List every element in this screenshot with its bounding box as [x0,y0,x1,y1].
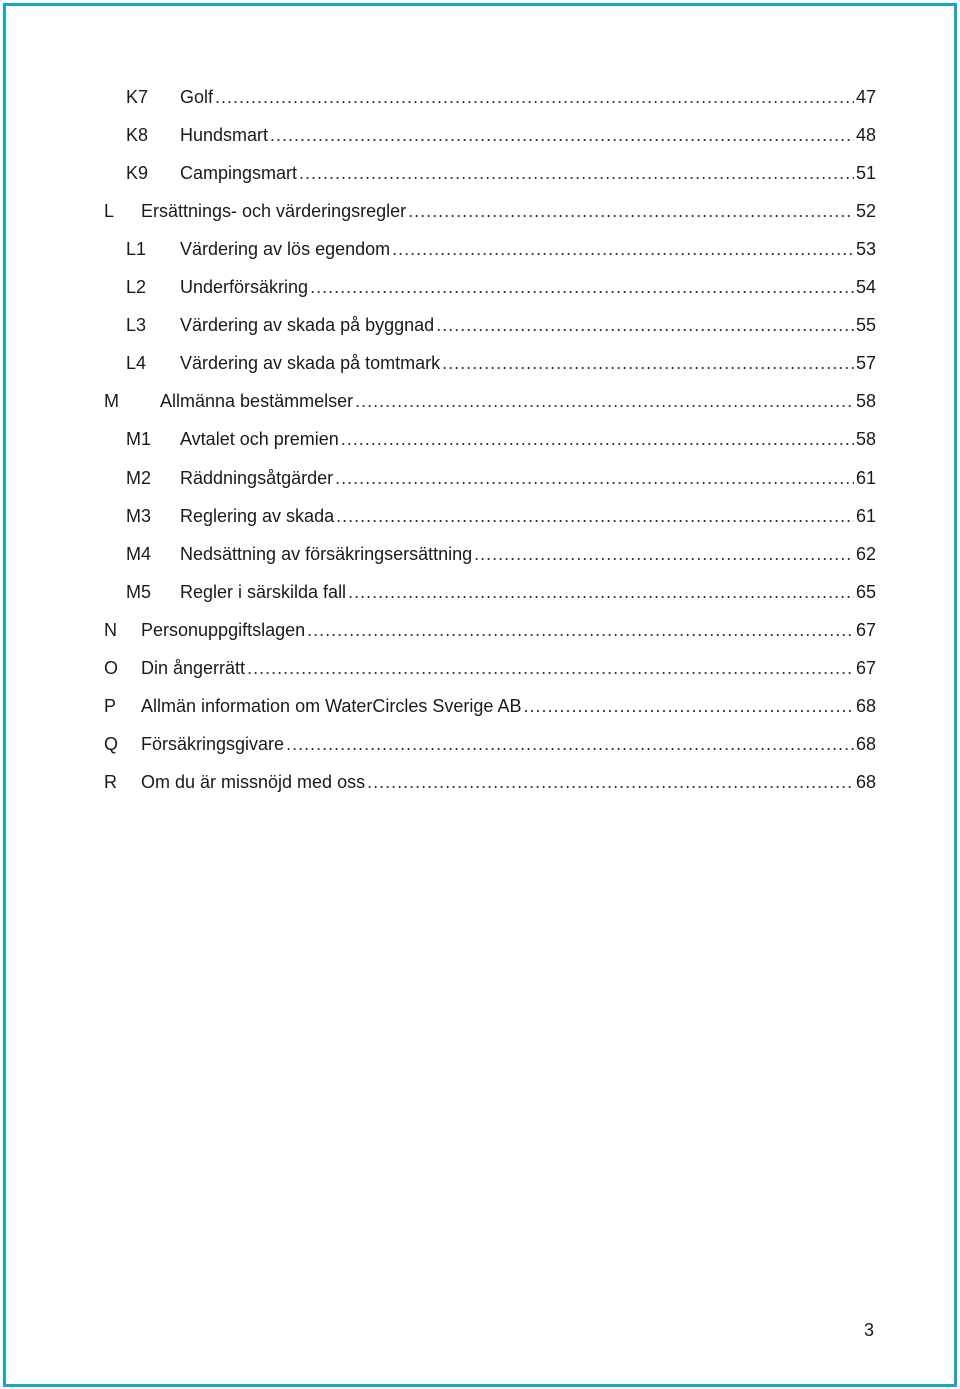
toc-entry-page: 51 [855,162,876,183]
toc-entry-title: Räddningsåtgärder [180,467,334,488]
dot-leader [307,620,854,641]
toc-entry-title: Hundsmart [180,124,269,145]
dot-leader [299,163,854,184]
toc-entry-code: M3 [126,505,152,526]
toc-entry[interactable] [0,421,960,459]
toc-entry-title: Personuppgiftslagen [141,619,306,640]
dot-leader [335,468,854,489]
dot-leader [310,277,854,298]
toc-entry-code: M2 [126,467,152,488]
toc-entry[interactable] [0,611,960,649]
toc-entry-code: M5 [126,581,152,602]
dot-leader [336,506,854,527]
toc-entry-title: Regler i särskilda fall [180,581,347,602]
toc-entry-title: Ersättnings- och värderingsregler [141,200,407,221]
dot-leader [442,353,854,374]
toc-entry-code: L1 [126,238,147,259]
dot-leader [215,87,854,108]
toc-entry[interactable] [0,307,960,345]
toc-entry[interactable] [0,726,960,764]
toc-entry-title: Värdering av skada på tomtmark [180,353,441,374]
toc-entry[interactable] [0,192,960,230]
toc-entry[interactable] [0,764,960,802]
toc-entry-code: N [104,619,117,640]
toc-entry-code: R [104,772,117,793]
toc-entry-page: 68 [855,772,876,793]
toc-entry-page: 47 [855,86,876,107]
toc-entry[interactable] [0,459,960,497]
toc-entry[interactable] [0,383,960,421]
toc-entry-page: 53 [855,238,876,259]
toc-entry-page: 48 [855,124,876,145]
toc-entry-page: 55 [855,315,876,336]
toc-entry[interactable] [0,269,960,307]
dot-leader [341,429,854,450]
toc-entry-page: 62 [855,543,876,564]
toc-entry-page: 67 [855,658,876,678]
dot-leader [436,315,854,336]
toc-entry-title: Underförsäkring [180,277,309,297]
toc-entry-title: Allmän information om WaterCircles Sverige AB [141,696,522,717]
dot-leader [367,772,854,793]
toc-entry-code: K8 [126,124,149,145]
dot-leader [392,239,854,260]
toc-entry-code: K7 [126,86,149,107]
toc-entry-title: Värdering av lös egendom [180,238,391,259]
toc-entry-page: 65 [855,581,876,602]
toc-entry-code: L2 [126,277,147,297]
toc-entry-page: 57 [855,353,876,374]
toc-entry-page: 54 [855,277,876,297]
toc-entry[interactable] [0,345,960,383]
dot-leader [286,734,854,755]
toc-entry[interactable] [0,650,960,688]
toc-entry-title: Golf [180,86,214,107]
toc-entry[interactable] [0,230,960,268]
toc-entry[interactable] [0,688,960,726]
toc-entry[interactable] [0,535,960,573]
toc-entry-title: Värdering av skada på byggnad [180,315,435,336]
toc-entry-title: Campingsmart [180,162,298,183]
toc-entry-page: 61 [855,505,876,526]
toc-entry[interactable] [0,154,960,192]
dot-leader [247,658,854,679]
toc-entry-code: L3 [126,315,147,336]
toc-entry-page: 68 [855,734,876,755]
dot-leader [408,201,854,222]
toc-entry-title: Nedsättning av försäkringsersättning [180,543,473,564]
toc-entry-code: K9 [126,162,149,183]
toc-entry-code: M [104,391,119,412]
toc-entry[interactable] [0,116,960,154]
toc-entry-code: Q [104,734,119,755]
toc-entry-title: Försäkringsgivare [141,734,285,755]
toc-entry-title: Din ångerrätt [141,658,246,678]
dot-leader [523,696,854,717]
toc-entry-title: Avtalet och premien [180,429,339,450]
toc-entry-title: Allmänna bestämmelser [160,391,354,412]
toc-entry-page: 68 [855,696,876,717]
toc-entry-code: L4 [126,353,147,374]
dot-leader [355,391,854,412]
toc-entry[interactable] [0,78,960,116]
toc-entry-title: Reglering av skada [180,505,335,526]
toc-entry-code: P [104,696,117,717]
dot-leader [474,544,854,565]
toc-entry-page: 61 [855,467,876,488]
dot-leader [270,125,854,146]
toc-entry-code: O [104,658,119,678]
toc-entry-code: L [104,200,115,221]
page-number: 3 [864,1320,875,1340]
toc-entry-page: 58 [855,391,876,412]
toc-entry-page: 67 [855,619,876,640]
toc-entry-page: 52 [855,200,876,221]
toc-entry-code: M1 [126,429,152,450]
toc-entry-title: Om du är missnöjd med oss [141,772,366,793]
toc-entry[interactable] [0,497,960,535]
toc-entry[interactable] [0,573,960,611]
toc-entry-page: 58 [855,429,876,450]
dot-leader [348,582,854,603]
toc-entry-code: M4 [126,543,152,564]
